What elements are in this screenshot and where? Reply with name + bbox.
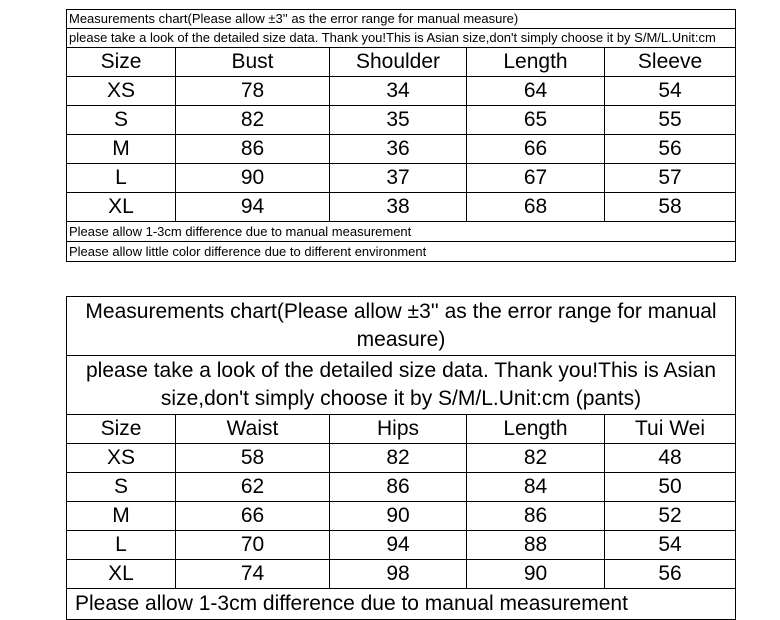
table-cell: 66 xyxy=(467,135,605,164)
table-row xyxy=(67,502,736,531)
table-cell: L xyxy=(67,164,176,193)
table-cell: 64 xyxy=(467,77,605,106)
column-header-shoulder: Shoulder xyxy=(330,48,467,77)
table-cell: 68 xyxy=(467,193,605,222)
table-cell: M xyxy=(67,135,176,164)
table-cell: M xyxy=(67,502,176,531)
table-cell: 56 xyxy=(605,135,736,164)
column-header-length: Length xyxy=(467,48,605,77)
table-cell: 94 xyxy=(176,193,330,222)
top-chart-header-line2: please take a look of the detailed size data. Thank you!This is Asian size,don't simply choose it by S/M/L.Unit:cm xyxy=(67,29,736,48)
table-cell: S xyxy=(67,106,176,135)
bottom-chart-header-line1: Measurements chart(Please allow ±3'' as the error range for manual measure) xyxy=(67,297,736,356)
table-row xyxy=(67,473,736,502)
table-cell: 82 xyxy=(330,444,467,473)
table-cell: 57 xyxy=(605,164,736,193)
table-row xyxy=(67,164,736,193)
table-cell: 84 xyxy=(467,473,605,502)
table-cell: 55 xyxy=(605,106,736,135)
table-cell: 70 xyxy=(176,531,330,560)
table-cell: 90 xyxy=(176,164,330,193)
table-cell: 98 xyxy=(330,560,467,589)
table-cell: 34 xyxy=(330,77,467,106)
table-cell: 90 xyxy=(467,560,605,589)
table-cell: 66 xyxy=(176,502,330,531)
table-cell: 54 xyxy=(605,531,736,560)
column-header-sleeve: Sleeve xyxy=(605,48,736,77)
column-header-size: Size xyxy=(67,415,176,444)
table-cell: 88 xyxy=(467,531,605,560)
table-row xyxy=(67,106,736,135)
table-cell: 86 xyxy=(330,473,467,502)
table-cell: 90 xyxy=(330,502,467,531)
table-cell: 62 xyxy=(176,473,330,502)
table-cell: 52 xyxy=(605,502,736,531)
table-cell: 82 xyxy=(176,106,330,135)
column-header-size: Size xyxy=(67,48,176,77)
table-cell: XS xyxy=(67,77,176,106)
table-cell: 82 xyxy=(467,444,605,473)
table-cell: 58 xyxy=(605,193,736,222)
top-chart-footer-line1: Please allow 1-3cm difference due to manual measurement xyxy=(67,222,736,242)
bottom-size-chart xyxy=(66,296,736,620)
table-cell: 36 xyxy=(330,135,467,164)
top-size-chart xyxy=(66,9,736,262)
table-cell: 38 xyxy=(330,193,467,222)
table-cell: L xyxy=(67,531,176,560)
table-row xyxy=(67,531,736,560)
top-chart-footer-line2: Please allow little color difference due to different environment xyxy=(67,242,736,262)
table-cell: XL xyxy=(67,560,176,589)
table-cell: 67 xyxy=(467,164,605,193)
table-row xyxy=(67,193,736,222)
table-cell: 78 xyxy=(176,77,330,106)
top-chart-header-line1: Measurements chart(Please allow ±3'' as the error range for manual measure) xyxy=(67,10,736,29)
table-row xyxy=(67,560,736,589)
table-cell: 37 xyxy=(330,164,467,193)
table-cell: 58 xyxy=(176,444,330,473)
column-header-bust: Bust xyxy=(176,48,330,77)
table-cell: XS xyxy=(67,444,176,473)
top-column-header-row xyxy=(67,48,736,77)
table-cell: 35 xyxy=(330,106,467,135)
bottom-chart-header-line2: please take a look of the detailed size data. Thank you!This is Asian size,don't simply choose it by S/M/L.Unit:cm (pants) xyxy=(67,356,736,415)
table-cell: 65 xyxy=(467,106,605,135)
table-cell: XL xyxy=(67,193,176,222)
column-header-tui-wei: Tui Wei xyxy=(605,415,736,444)
table-cell: 94 xyxy=(330,531,467,560)
table-cell: S xyxy=(67,473,176,502)
table-cell: 48 xyxy=(605,444,736,473)
table-cell: 74 xyxy=(176,560,330,589)
table-cell: 50 xyxy=(605,473,736,502)
bottom-column-header-row xyxy=(67,415,736,444)
table-cell: 56 xyxy=(605,560,736,589)
bottom-chart-footer-line1: Please allow 1-3cm difference due to manual measurement xyxy=(67,589,736,620)
table-cell: 86 xyxy=(467,502,605,531)
table-row xyxy=(67,77,736,106)
column-header-waist: Waist xyxy=(176,415,330,444)
table-cell: 86 xyxy=(176,135,330,164)
column-header-length: Length xyxy=(467,415,605,444)
column-header-hips: Hips xyxy=(330,415,467,444)
table-row xyxy=(67,135,736,164)
table-cell: 54 xyxy=(605,77,736,106)
table-row xyxy=(67,444,736,473)
